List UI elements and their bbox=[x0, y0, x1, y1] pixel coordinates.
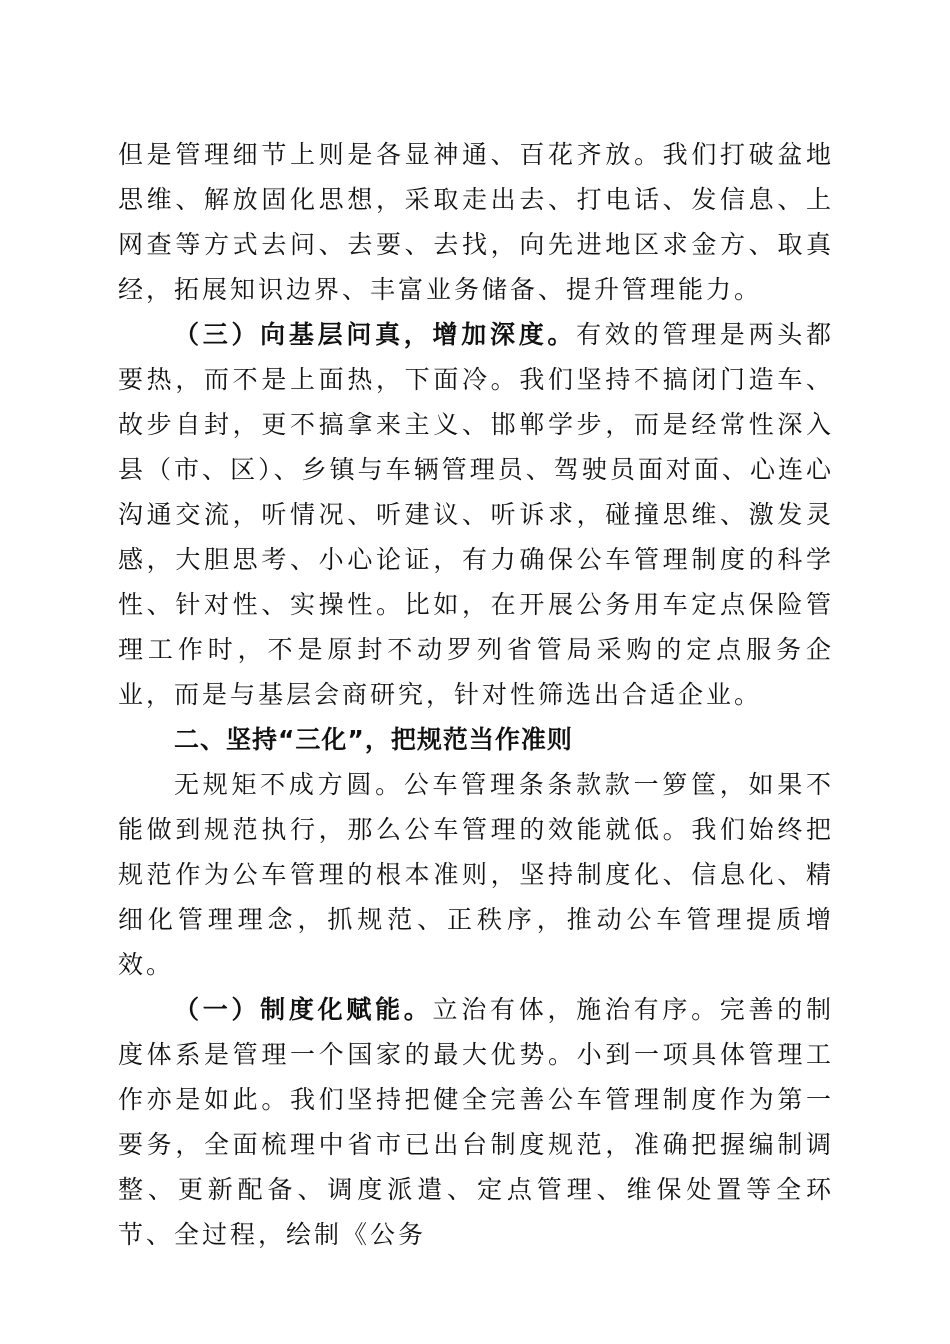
subheading-section-three: （三）向基层问真，增加深度。 bbox=[174, 320, 577, 349]
paragraph-section-three-body: 有效的管理是两头都要热，而不是上面热，下面冷。我们坚持不搞闭门造车、故步自封，更不搞拿来主义、邯郸学步，而是经常性深入县（市、区）、乡镇与车辆管理员、驾驶员面对面、心连心沟通交流，听情况、听建议、听诉求，碰撞思维、激发灵感，大胆思考、小心论证，有力确保公车管理制度的科学性、针对性、实操性。比如，在开展公务用车定点保险管理工作时，不是原封不动罗列省管局采购的定点服务企业，而是与基层会商研究，针对性筛选出合适企业。 bbox=[118, 320, 834, 709]
document-page bbox=[118, 132, 834, 1257]
paragraph-institutionalization-body: 立治有体，施治有序。完善的制度体系是管理一个国家的最大优势。小到一项具体管理工作亦是如此。我们坚持把健全完善公车管理制度作为第一要务，全面梳理中省市已出台制度规范，准确把握编制调整、更新配备、调度派遣、定点管理、维保处置等全环节、全过程，绘制《公务 bbox=[118, 995, 834, 1249]
paragraph-continuation: 但是管理细节上则是各显神通、百花齐放。我们打破盆地思维、解放固化思想，采取走出去、打电话、发信息、上网查等方式去问、去要、去找，向先进地区求金方、取真经，拓展知识边界、丰富业务储备、提升管理能力。 bbox=[118, 140, 834, 304]
section-heading-two: 二、坚持“三化”，把规范当作准则 bbox=[174, 725, 573, 754]
paragraph-section-three bbox=[118, 312, 834, 717]
paragraph-institutionalization bbox=[118, 987, 834, 1257]
paragraph-standards: 无规矩不成方圆。公车管理条条款款一箩筐，如果不能做到规范执行，那么公车管理的效能就低。我们始终把规范作为公车管理的根本准则，坚持制度化、信息化、精细化管理理念，抓规范、正秩序，推动公车管理提质增效。 bbox=[118, 770, 834, 979]
subheading-institutionalization: （一）制度化赋能。 bbox=[174, 995, 433, 1024]
